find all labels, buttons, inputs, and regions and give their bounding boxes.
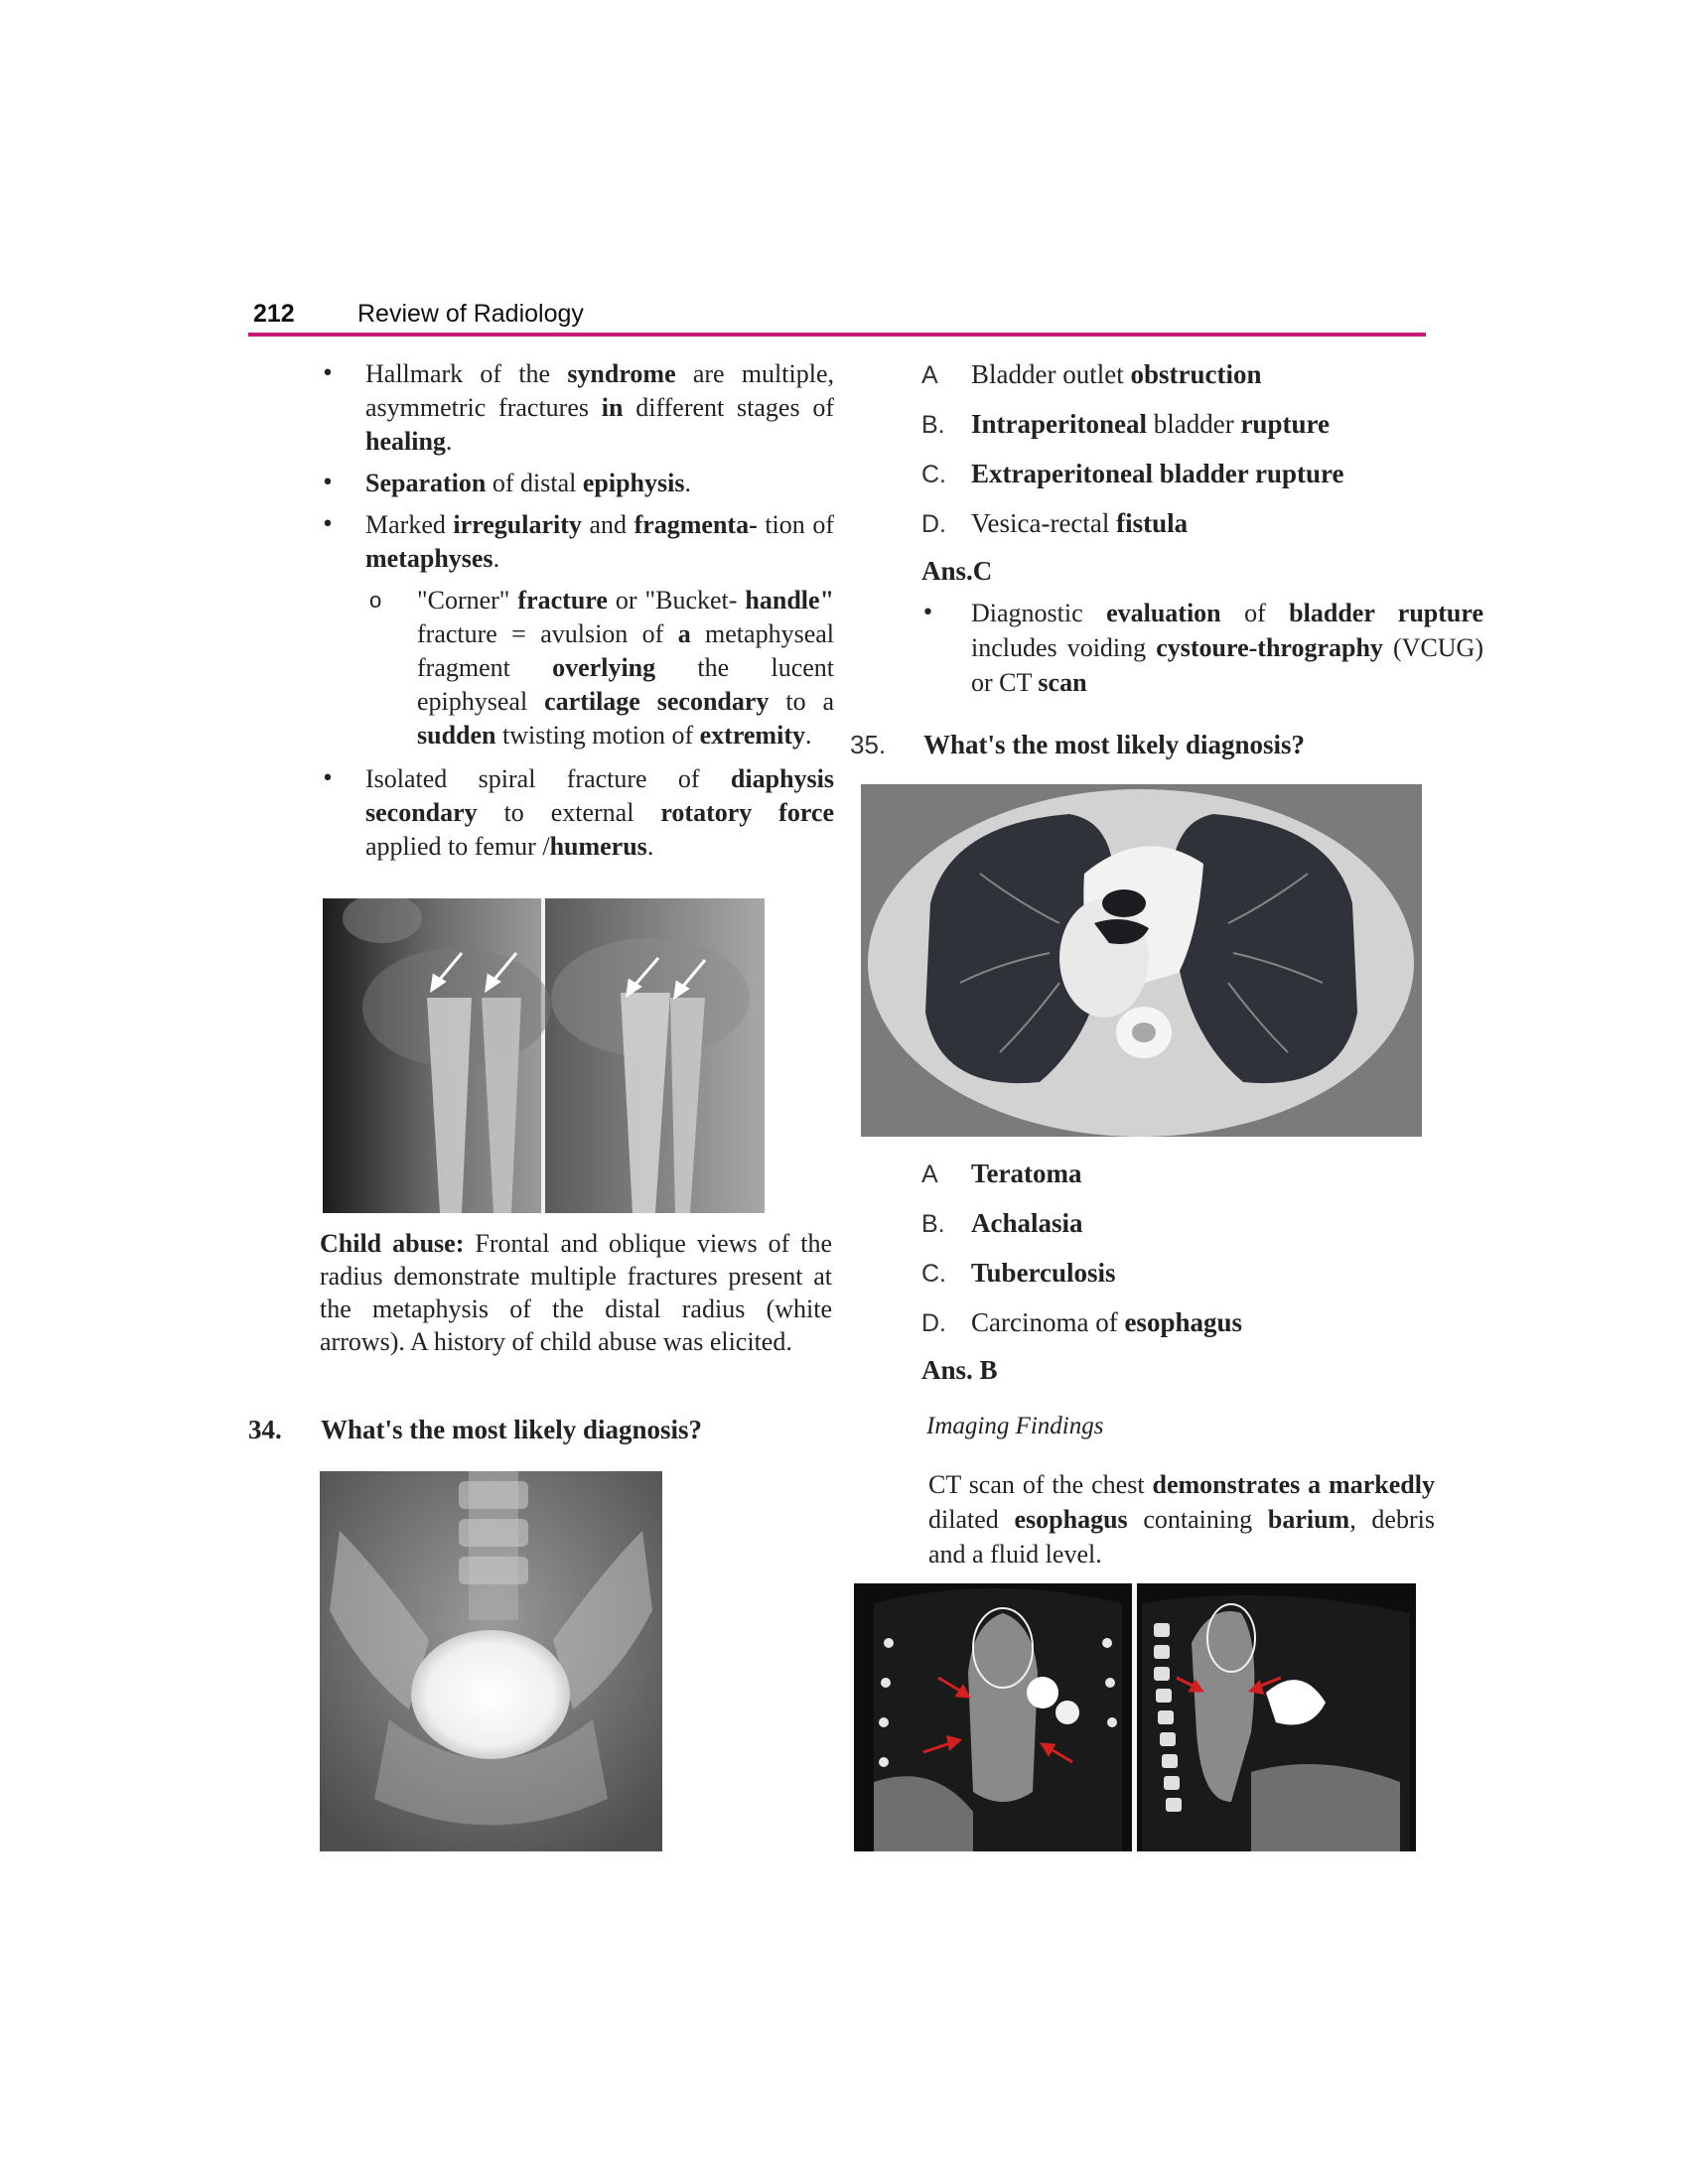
bold-term: fragmenta- [633,510,758,539]
text-run: Diagnostic [971,599,1107,627]
bold-term: secondary [365,798,478,827]
text-run: bladder [1146,409,1241,439]
bullet-text [365,764,834,861]
text-run [640,687,657,716]
text-run: . [492,544,500,573]
bold-term: humerus [549,832,647,861]
bullet-text [365,469,691,497]
bold-term: handle" [737,586,834,614]
text-run: Bladder outlet [971,359,1131,389]
bold-term: cystoure-thrography [1156,633,1383,662]
question-35-number: 35. [850,730,887,759]
bullet-text [365,359,834,456]
bold-term: obstruction [1130,359,1262,389]
bold-term: rupture [1240,409,1330,439]
text-run: . [646,832,654,861]
imaging-findings-text [928,1467,1435,1571]
q34-option-d[interactable] [921,506,1188,541]
bold-term: fracture [517,586,608,614]
bold-term: overlying [552,653,656,682]
option-text [971,1159,1081,1188]
text-run: tion of [757,510,834,539]
sub-bullet-text [417,586,834,750]
bold-term: a [677,619,691,648]
bold-term: in [601,393,624,422]
text-run: Marked [365,510,454,539]
q34-option-c[interactable] [921,457,1344,491]
bullet-marker: • [321,766,335,791]
bold-term: rotatory force [660,798,834,827]
bold-term: scan [1038,668,1087,697]
imaging-findings-title: Imaging Findings [926,1413,1104,1439]
text-run: the lucent epiphyseal [417,653,835,716]
page-number: 212 [253,300,295,328]
text-run: of [1220,599,1290,627]
ct-chest-coronal-sagittal-image [854,1583,1416,1851]
q34-option-a[interactable] [921,357,1261,392]
bold-term: bladder rupture [1289,599,1483,627]
q35-option-c[interactable] [921,1256,1116,1291]
q35-option-d[interactable] [921,1305,1242,1340]
bullet-marker: • [921,601,934,625]
bold-term: metaphyses [365,544,493,573]
bold-term: Intraperitoneal [971,409,1147,439]
bold-term: cartilage [544,687,640,716]
explanation-text [971,599,1483,697]
question-34-text: What's the most likely diagnosis? [321,1415,703,1444]
q35-answer: Ans. B [921,1355,998,1385]
option-text [971,1307,1242,1337]
option-letter: B. [921,1210,945,1238]
bold-term: Teratoma [971,1159,1082,1188]
bullet-marker: • [321,361,335,386]
bullet-hallmark [318,357,834,459]
question-35-text: What's the most likely diagnosis? [923,730,1306,759]
bold-term: sudden [417,721,496,750]
option-letter: D. [921,1309,946,1337]
option-text [971,1208,1083,1238]
bold-term: barium [1267,1505,1350,1534]
bullet-irregularity [318,508,834,576]
findings-text-body [928,1470,1435,1569]
q35-option-b[interactable] [921,1206,1083,1241]
text-run: . [684,469,691,497]
text-run: Hallmark of the [365,359,568,388]
bold-term: evaluation [1106,599,1221,627]
bullet-text [365,510,834,573]
text-run: to external [477,798,661,827]
xray-radius-image [323,898,765,1213]
text-run: , debris and a fluid level. [928,1505,1435,1569]
sub-bullet-marker: o [369,588,382,613]
caption-text: Frontal and oblique views of the radius demonstrate multiple fractures present at the metaphysis of the distal radius (white arrows). A history of child abuse was elicited. [320,1229,832,1356]
q35-option-a[interactable] [921,1157,1081,1191]
option-text [971,459,1344,488]
option-letter: C. [921,1260,946,1288]
bold-term: extremity [699,721,805,750]
text-run: twisting motion of [495,721,700,750]
bold-term: secondary [656,687,770,716]
text-run: includes voiding [971,633,1157,662]
bold-term: irregularity [453,510,582,539]
text-run: Vesica-rectal [971,508,1117,538]
text-run: different stages of [623,393,834,422]
text-run: Isolated spiral fracture of [365,764,731,793]
header-rule [248,333,1426,337]
text-run: applied to femur / [365,832,550,861]
bold-term: healing [365,427,446,456]
text-run: are multiple, asymmetric fractures [365,359,834,422]
caption-lead: Child abuse: [320,1229,465,1258]
q34-answer: Ans.C [921,556,993,586]
text-run: fracture = avulsion of [417,619,678,648]
text-run: dilated [928,1505,1015,1534]
option-letter: C. [921,461,946,488]
bold-term: epiphysis [582,469,685,497]
option-letter: A [921,1160,938,1188]
bold-term: fistula [1116,508,1189,538]
xray-cystogram-image [320,1471,662,1851]
bold-term: diaphysis [730,764,834,793]
text-run: . [804,721,812,750]
text-run: or "Bucket- [607,586,738,614]
bold-term: syndrome [567,359,676,388]
option-text [971,359,1261,389]
sub-bullet-corner-fracture [318,584,834,752]
bold-term: Achalasia [971,1208,1083,1238]
text-run: metaphyseal fragment [417,619,834,682]
q34-option-b[interactable] [921,407,1330,442]
left-column [318,357,834,872]
bullet-marker: • [321,471,335,495]
text-run: "Corner" [417,586,518,614]
bullet-marker: • [321,512,335,537]
bold-term: demonstrates a markedly [1152,1470,1435,1499]
text-run: containing [1127,1505,1268,1534]
text-run: CT scan of the chest [928,1470,1153,1499]
question-34-number: 34. [248,1415,282,1444]
bold-term: esophagus [1124,1307,1242,1337]
option-letter: D. [921,510,946,538]
figure-caption [320,1227,832,1358]
text-run: (VCUG) or CT [971,633,1483,697]
text-run: and [581,510,634,539]
option-text [971,409,1330,439]
text-run: to a [769,687,835,716]
text-run: of distal [486,469,583,497]
bold-term: Tuberculosis [971,1258,1116,1288]
option-text [971,508,1188,538]
option-text [971,1258,1116,1288]
bold-term: Separation [365,469,487,497]
bullet-spiral-fracture [318,762,834,864]
q34-explanation [921,596,1483,700]
ct-chest-axial-image [861,784,1422,1137]
bold-term: esophagus [1014,1505,1128,1534]
book-title: Review of Radiology [357,300,584,328]
bullet-separation [318,467,834,500]
option-letter: A [921,361,938,389]
bold-term: Extraperitoneal bladder rupture [971,459,1344,488]
text-run: Carcinoma of [971,1307,1125,1337]
text-run: . [445,427,453,456]
option-letter: B. [921,411,945,439]
